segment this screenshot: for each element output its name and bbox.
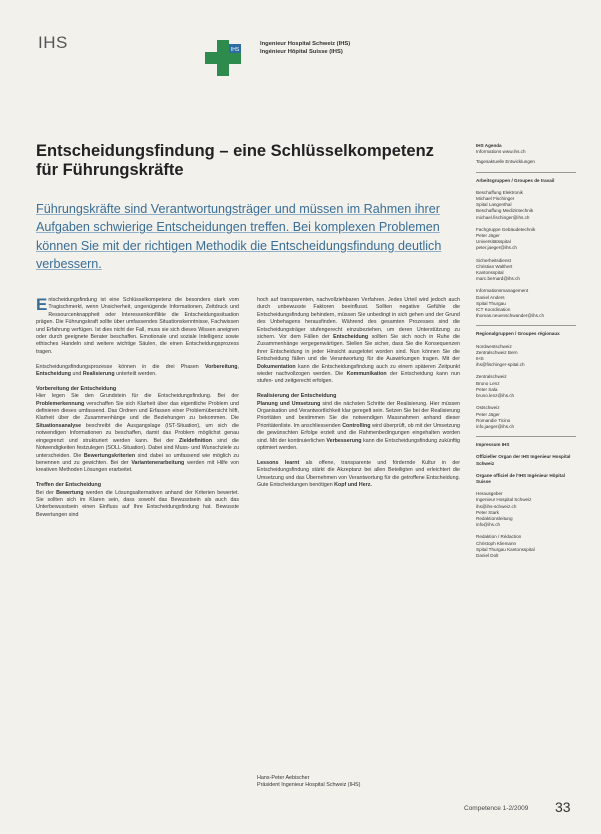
sidebar-line: Spital Langenthal: [476, 202, 512, 208]
signature-name: Hans-Peter Aebischer: [257, 775, 310, 781]
sidebar-divider: [476, 436, 576, 437]
sidebar-regional: Regionalgruppen / Groupes régionaux: [476, 331, 560, 337]
sidebar-line: Spital Thurgau: [476, 300, 506, 306]
ihs-label: IHS: [38, 33, 68, 52]
article-title: Entscheidungsfindung – eine Schlüsselkompetenz für Führungskräfte: [36, 142, 434, 179]
sidebar-line: Zentralschweiz: [476, 374, 507, 380]
org-name: [260, 40, 350, 56]
sidebar-impressum-line: Organe officiel de l'IHS Ingénieur Hôpital Suisse: [476, 472, 565, 484]
sidebar-line: Daniel Anders: [476, 294, 505, 300]
sidebar-group: [476, 258, 576, 283]
sidebar-line: Michael Fischinger: [476, 196, 515, 202]
sidebar-line: IHS: [476, 356, 484, 362]
sidebar-line: Peter Jäger: [476, 411, 500, 417]
sidebar-line: Herausgeber: [476, 491, 503, 497]
sidebar-line: michael.fischinger@ihs.ch: [476, 214, 530, 220]
sidebar-line: ICT Koordination: [476, 307, 511, 313]
org-name-fr: Ingénieur Hôpital Suisse (IHS): [260, 49, 343, 55]
sidebar-line: thomas.neuenschwander@ihs.ch: [476, 313, 544, 319]
sidebar-line: Beschaffung Medizintechnik: [476, 208, 534, 214]
sidebar-line: info.jaeger@ihs.ch: [476, 423, 515, 429]
paragraph: Bei der Bewertung werden die Lösungsalternativen anhand der Kriterien bewertet. Sie sollten sich im Klaren sein, dass sowohl das Bewusstsein als auch das Unterbewusstsein einen Einfluss auf Ihre Entscheidungsfindung hat. Bewusste Bewertungen sind: [36, 489, 239, 518]
sidebar-group: [476, 227, 576, 252]
sidebar-line: Ostschweiz: [476, 405, 500, 411]
sidebar-group: [476, 374, 576, 399]
sidebar-group: [476, 288, 576, 319]
sidebar: [476, 143, 576, 565]
article-column-2: [257, 297, 460, 497]
sidebar-impressum: Impressum IHS: [476, 442, 510, 448]
sidebar-line: Universitätsspital: [476, 239, 511, 245]
org-name-de: Ingenieur Hospital Schweiz (IHS): [260, 41, 351, 47]
sidebar-group: [476, 190, 576, 221]
sidebar-line: info@ihs.ch: [476, 522, 501, 528]
page-number: 33: [555, 799, 571, 815]
sidebar-line: Peter Stark: [476, 509, 499, 515]
sidebar-group: [476, 344, 576, 369]
signature: [257, 775, 360, 790]
sidebar-group: [476, 491, 576, 528]
sidebar-line: Nordwestschweiz: [476, 343, 512, 349]
paragraph: hoch auf transparenten, nachvollziehbaren Verfahren. Jedes Urteil wird jedoch auch durch unbewusste Faktoren beeinflusst. Sollten negative Gefühle die Entscheidungsfindung behindern, müssen Sie unbedingt in sich gehen und der Grund des Unbehagens herausfinden. Während des gesamten Prozesses sind die Entscheidungsträger stufengerecht einzubeziehen, um deren Unterstützung zu sichern. Vor dem Fällen der Entscheidung sollten Sie sich noch in Ruhe die Zusammenhänge vergegenwärtigen. Stellen Sie sicher, dass Sie die Konsequenzen ihrer Entscheidung in jeder Hinsicht ausgelotet worden sind. Nun können Sie die Entscheidung fällen und die Verantwortung für die Auswirkungen tragen. Mit der Dokumentation kann die Entscheidungsfindung auch zu einem späteren Zeitpunkt wieder nachvollzogen werden. Die Kommunikation der Entscheidung kann nun stufen- und zeitgerecht erfolgen.: [257, 297, 461, 385]
paragraph: Entscheidungsfindungsprozesse können in die drei Phasen Vorbereitung, Entscheidung und Realisierung unterteilt werden.: [36, 363, 239, 378]
sidebar-line: Sicherheitsdienst: [476, 257, 511, 263]
article-column-1: [36, 297, 239, 527]
sidebar-line: Redaktionsleitung: [476, 515, 513, 521]
publication-footer: Competence 1-2/2009: [464, 805, 529, 812]
sidebar-line: Christoph Kliemann: [476, 540, 517, 546]
section-heading: Treffen der Entscheidung: [36, 482, 101, 489]
section-heading: Vorbereitung der Entscheidung: [36, 385, 117, 392]
sidebar-line: Daniel Dolt: [476, 552, 499, 558]
sidebar-group: [476, 405, 576, 430]
article-lead: [36, 200, 446, 273]
signature-role: Präsident Ingenieur Hospital Schweiz (IHS): [257, 782, 361, 789]
sidebar-divider: [476, 172, 576, 173]
paragraph: Lessons learnt als offene, transparente und fördernde Kultur in der Entscheidungsfindung stärkt die Akzeptanz bei allen Beteiligten und erleichtert die Umsetzung und das Übernehmen von Verantwortung für die getroffene Entscheidung. Gute Entscheidungen benötigen Kopf und Herz.: [257, 459, 461, 489]
sidebar-workgroups: Arbeitsgruppen / Groupes de travail: [476, 177, 555, 183]
sidebar-divider: [476, 325, 576, 326]
svg-text:IHS: IHS: [230, 47, 240, 53]
sidebar-line: bruno.lenz@ihs.ch: [476, 393, 515, 399]
sidebar-line: ihs@fischinger-spital.ch: [476, 362, 525, 368]
paragraph: Planung und Umsetzung sind die nächsten Schritte der Realisierung. Hier müssen Organisation und Verantwortlichkeit klar geregelt sein. Setzen Sie bei der Realisierung Prioritäten und bestimmen Sie die notwendigen Massnahmen anhand dieser Prioritätenliste. Im anschliessenden Controlling wird überprüft, ob mit der Umsetzung die gewünschten Erfolge erzielt und die Rahmenbedingungen eingehalten worden sind. Mit der kontinuierlichen Verbesserung kann die Entscheidungsfindung zukünftig optimiert werden.: [257, 400, 461, 452]
sidebar-line: Ingenieur Hospital Schweiz: [476, 497, 532, 503]
section-heading: Realisierung der Entscheidung: [257, 393, 337, 400]
dropcap: E: [36, 295, 48, 314]
sidebar-line: Peter Jäger: [476, 233, 500, 239]
sidebar-line: Fachgruppe Gebäudetechnik: [476, 226, 536, 232]
sidebar-line: Zentralschweiz Bern: [476, 349, 518, 355]
paragraph: Hier legen Sie den Grundstein für die Entscheidungsfindung. Bei der Problemerkennung verschaffen Sie sich Klarheit über das eigentliche Problem und definieren dieses umfassend. Das Ordnen und Erfassen einer Problemübersicht hilft, Klarheit über die Zusammenhänge und die Beziehungen zu bekommen. Die Situationsanalyse beschreibt die Ausgangslage (IST-Situation), um sich die notwendigen Informationen zu beschaffen, damit das Problem möglichst genau eingegrenzt und strukturiert werden kann. Bei der Zieldefinition sind die Notwendigkeiten festzulegen (SOLL-Situation). Dabei sind Muss- und Wunschziele zu unterscheiden. Die Bewertungskriterien sind dabei so umfassend wie möglich zu benennen und zu gewichten. Bei der Variantenerarbeitung werden mit Hilfe von kreativen Methoden Lösungen erarbeitet.: [36, 393, 240, 474]
sidebar-impressum-line: Offizieller Organ der IHS Ingenieur Hospital Schweiz: [476, 454, 571, 466]
sidebar-line: ihs@ihs-schweiz.ch: [476, 503, 517, 509]
sidebar-line: Christian Walthert: [476, 263, 513, 269]
sidebar-line: Spital Thurgau Kantonsspital: [476, 546, 535, 552]
article-lead-text: Führungskräfte sind Verantwortungsträger und müssen im Rahmen ihrer Aufgaben schwierige Entscheidungen treffen. Bei komplexen Problemen können Sie mit der richtigen Methodik die Entscheidungsfindung deutlich verbessern.: [36, 202, 442, 271]
paragraph: Entscheidungsfindung ist eine Schlüsselkompetenz die besonders stark vom Tragischmerkt, wenn Unsicherheit, ungenügende Informationen, Zeitdruck und Ressourcenknappheit oder Interessenkonflikte die Entscheidungssituation prägen. Die Führungskraft sollte über umfassendes Situationskenntnisse, Fachwissen und Erfahrung verfügen. Ist dies nicht der Fall, muss sie sich dieses Wissen aneignen oder durch geeignete Berater beschaffen. Emotionale und soziale Intelligenz sowie ethisches Handeln sind weitere wichtige Säulen, die einen Entscheidungsprozess tragen.: [36, 295, 239, 355]
ihs-logo: [203, 38, 243, 78]
sidebar-line: peter.jaeger@ihs.ch: [476, 245, 517, 251]
sidebar-line: marc.bernard@ihs.ch: [476, 276, 520, 282]
sidebar-line: Peter Sala: [476, 386, 498, 392]
sidebar-line: Redaktion / Rédaction: [476, 534, 522, 540]
sidebar-line: Beschaffung Elektronik: [476, 189, 523, 195]
sidebar-group: [476, 534, 576, 559]
sidebar-line: Kantonsspital: [476, 270, 504, 276]
sidebar-line: Informationsmanagement: [476, 288, 529, 294]
sidebar-line: Romandie Ticino: [476, 417, 511, 423]
sidebar-line: Bruno Lenz: [476, 380, 500, 386]
sidebar-agenda: IHS Agenda Informations www.ihs.ch Tagesaktuelle Entwicklungen: [476, 143, 535, 165]
